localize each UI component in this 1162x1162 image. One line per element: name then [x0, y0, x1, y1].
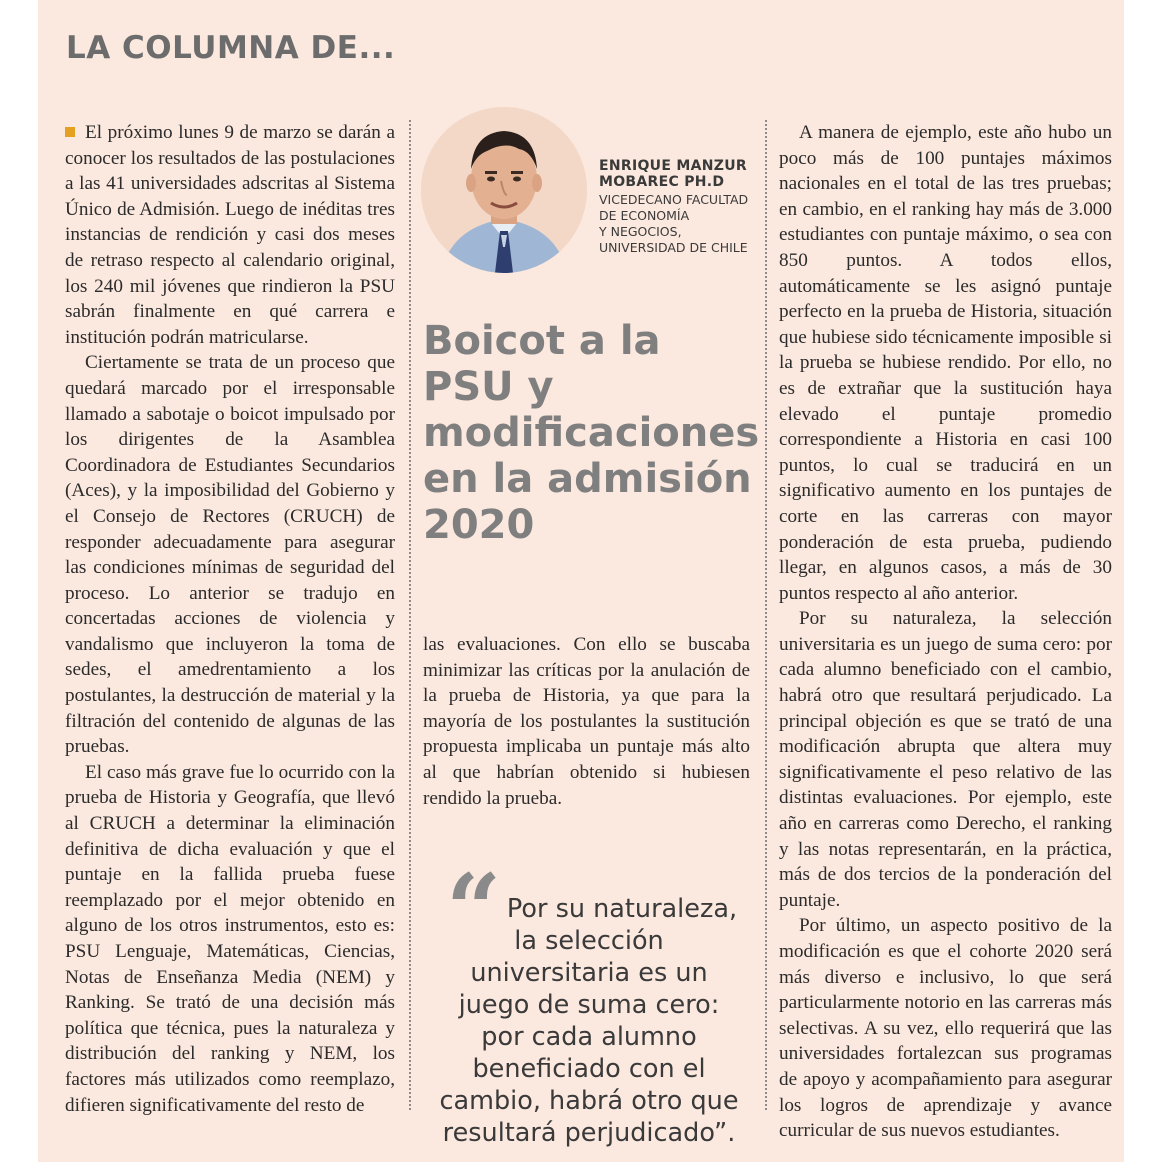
pull-quote-text: Por su naturaleza, la selección universitaria es un juego de suma cero: por cada alumno beneficiado con el cambio, habrá otro que resultará perjudicado”.: [439, 894, 739, 1148]
column-divider: [765, 120, 767, 1110]
author-photo: [421, 107, 587, 273]
author-block: [599, 158, 769, 256]
pull-quote: [434, 893, 744, 1149]
column-divider: [409, 120, 411, 1110]
paragraph: las evaluaciones. Con ello se buscaba minimizar las críticas por la anulación de la prueba de Historia, ya que para la mayoría de los postulantes la sustitución propuesta implicaba un puntaje más alto al que habrían obtenido si hubiesen rendido la prueba.: [423, 634, 750, 809]
author-portrait-icon: [421, 107, 587, 273]
author-role: [599, 192, 769, 256]
column-right: [779, 120, 1112, 1144]
section-title: LA COLUMNA DE...: [66, 30, 396, 66]
paragraph: El caso más grave fue lo ocurrido con la prueba de Historia y Geografía, que llevó al CRUCH a determinar la eliminación definitiva de dicha evaluación y que el puntaje en la fallida prueba fuese reemplazado por el mejor obtenido en alguno de los otros instrumentos, esto es: PSU Lenguaje, Matemáticas, Ciencias, Notas de Enseñanza Media (NEM) y Ranking. Se trató de una decisión más política que técnica, pues la naturaleza y distribución del ranking y NEM, los factores más utilizados como reemplazo, difieren significativamente del resto de: [65, 761, 395, 1116]
quote-mark-icon: “: [446, 853, 502, 966]
column-middle: [423, 632, 750, 811]
author-name: [599, 158, 769, 190]
paragraph: Por último, un aspecto positivo de la modificación es que el cohorte 2020 será más diverso e inclusivo, lo que será particularmente notorio en las carreras más selectivas. A su vez, ello requerirá que las universidades fortalezcan sus programas de apoyo y acompañamiento para asegurar los logros de aprendizaje y avance curricular de sus nuevos estudiantes.: [779, 915, 1112, 1142]
paragraph: [65, 120, 395, 350]
author-role-line: UNIVERSIDAD DE CHILE: [599, 240, 748, 255]
paragraph-text: El próximo lunes 9 de marzo se darán a conocer los resultados de las postulaciones a las 41 universidades adscritas al Sistema Único de Admisión. Luego de inéditas tres instancias de rendición y casi dos meses de retraso respecto al calendario original, los 240 mil jóvenes que rindieron la PSU sabrán finalmente en qué carrera e institución podrán matricularse.: [65, 122, 395, 348]
author-role-line: Y NEGOCIOS,: [599, 224, 682, 239]
paragraph: A manera de ejemplo, este año hubo un poco más de 100 puntajes máximos nacionales en el total de las tres pruebas; en cambio, en el ranking hay más de 3.000 estudiantes con puntaje máximo, o sea con 850 puntos. A todos ellos, automáticamente se les asignó puntaje perfecto en la prueba de Historia, situación que hubiese sido técnicamente imposible si la prueba se hubiese rendido. Por ello, no es de extrañar que la sustitución haya elevado el puntaje promedio correspondiente a Historia en casi 100 puntos, lo cual se traducirá en un significativo aumento en los puntajes de corte en las carreras con mayor ponderación de esta prueba, pudiendo llegar, en algunos casos, a más de 30 puntos respecto al año anterior.: [779, 122, 1112, 604]
author-name-line: ENRIQUE MANZUR: [599, 158, 747, 174]
article-headline: Boicot a la PSU y modificaciones en la admisión 2020: [423, 318, 760, 548]
column-left: [65, 120, 395, 1118]
author-role-line: DE ECONOMÍA: [599, 208, 690, 223]
bullet-marker-icon: [65, 127, 75, 137]
paragraph: Por su naturaleza, la selección universitaria es un juego de suma cero: por cada alumno beneficiado con el cambio, habrá otro que resultará perjudicado. La principal objeción es que se trató de una modificación abrupta que altera muy significativamente el peso relativo de las distintas evaluaciones. Por ejemplo, este año en carreras como Derecho, el ranking y las notas representarán, en la práctica, más de dos tercios de la ponderación del puntaje.: [779, 608, 1112, 911]
paragraph: Ciertamente se trata de un proceso que quedará marcado por el irresponsable llamado a sabotaje o boicot impulsado por los dirigentes de la Asamblea Coordinadora de Estudiantes Secundarios (Aces), y la imposibilidad del Gobierno y el Consejo de Rectores (CRUCH) de responder adecuadamente para asegurar las condiciones mínimas de seguridad del proceso. Lo anterior se tradujo en concertadas acciones de violencia y vandalismo que incluyeron la toma de sedes, el amedrentamiento a los postulantes, la destrucción de material y la filtración del contenido de algunas de las pruebas.: [65, 352, 395, 758]
author-name-line: MOBAREC PH.D: [599, 174, 725, 190]
author-role-line: VICEDECANO FACULTAD: [599, 192, 749, 207]
